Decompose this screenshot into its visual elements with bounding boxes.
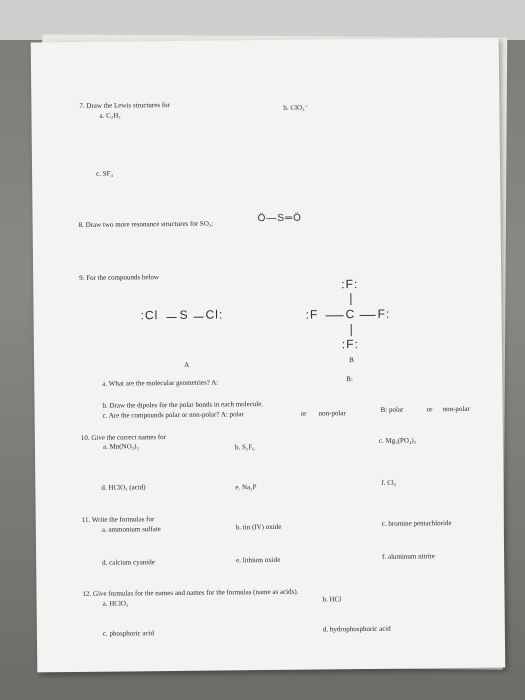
q7-c: c. SF₄: [96, 169, 113, 178]
q9-molA-bond-1: [167, 317, 177, 318]
q9-molB-top-f: :F:: [341, 277, 359, 292]
q9-molA-right-cl: Cl:: [205, 307, 224, 322]
q7-b: b. ClO₃⁻: [283, 103, 309, 112]
q11-d: d. calcium cyanide: [102, 558, 155, 567]
q9-title: 9. For the compounds below: [79, 273, 160, 282]
q7-a: a. C₂H₂: [99, 111, 121, 120]
q9-a: a. What are the molecular geometries? A:: [102, 378, 219, 388]
q11-title: 11. Write the formulas for: [81, 515, 155, 524]
q10-title: 10. Give the correct names for: [80, 433, 167, 442]
q9-molB-bond-right: [360, 315, 376, 316]
q9-molB-bond-bottom: [351, 324, 352, 336]
q12-c: c. phosphoric acid: [102, 629, 155, 638]
q9-molA-left-cl: :Cl: [140, 308, 159, 323]
q9-molA-label: A: [184, 360, 190, 369]
q12-a: a. HClO₂: [102, 599, 129, 608]
q7-title: 7. Draw the Lewis structures for: [79, 101, 171, 110]
q8-so2-structure: Ö—S═Ö: [257, 212, 302, 225]
q10-d: d. HClO₃ (acid): [101, 483, 146, 492]
q9-molB-left-f: :F: [305, 307, 319, 322]
q9-molB-right-f: F:: [377, 306, 391, 321]
q11-e: e. lithium oxide: [236, 555, 281, 565]
q11-c: c. bromine pentachloride: [381, 519, 452, 528]
q9-molA-bond-2: [194, 317, 204, 318]
q9-molA-center-s: S: [179, 307, 189, 322]
q9-c: c. Are the compounds polar or non-polar? A: polar: [102, 410, 244, 420]
q9-a-b: B:: [346, 375, 353, 384]
q9-b: b. Draw the dipoles for the polar bonds in each molecule.: [102, 400, 264, 410]
q9-molB-label: B: [349, 356, 354, 365]
q11-a: a. ammonium sulfate: [101, 525, 161, 534]
q8-title: 8. Draw two more resonance structures for SO₂:: [78, 219, 214, 229]
q10-c: c. Mg₃(PO₄)₂: [378, 436, 417, 445]
q11-b: b. tin (IV) oxide: [235, 522, 282, 532]
q9-c-nonpolar-2: non-polar: [442, 404, 470, 414]
worksheet-page: [31, 38, 506, 673]
q9-c-or-1: or: [300, 409, 307, 418]
q9-molB-bottom-f: :F:: [341, 337, 359, 352]
q12-d: d. hydrophosphoric acid: [322, 624, 391, 634]
q12-b: b. HCl: [322, 595, 342, 604]
q10-a: a. Mn(NO₃)₂: [102, 442, 139, 451]
q9-c-b-polar: B: polar: [380, 405, 404, 414]
q11-f: f. aluminum nitrite: [382, 552, 435, 561]
q10-e: e. Na₃P: [235, 483, 257, 492]
q10-b: b. S₂F₆: [234, 443, 255, 452]
q9-c-nonpolar-1: non-polar: [318, 409, 346, 418]
q9-c-or-2: or: [426, 405, 433, 414]
q9-molB-bond-top: [350, 293, 351, 305]
q10-f: f. Cl₂: [381, 478, 397, 487]
q9-molB-bond-left: [326, 315, 344, 316]
q9-molB-center-c: C: [345, 307, 356, 322]
q12-title: 12. Give formulas for the names and names for the formulas (name as acids).: [82, 587, 299, 598]
